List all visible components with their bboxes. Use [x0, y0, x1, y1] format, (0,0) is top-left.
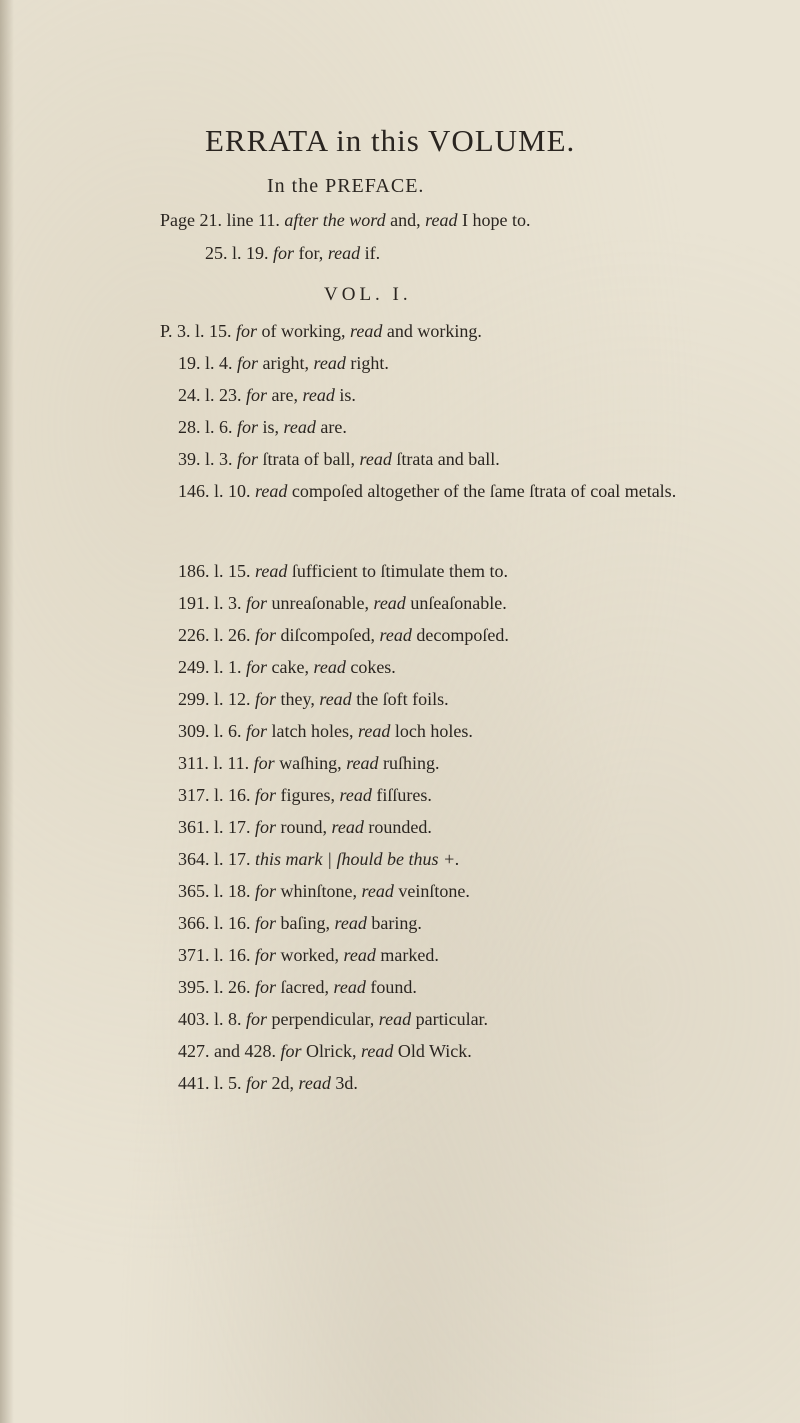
- volume-errata-entry: [178, 718, 473, 744]
- entry-wrong-text: Olrick,: [306, 1041, 361, 1061]
- volume-errata-entry: [160, 318, 482, 344]
- entry-read-word: read: [327, 243, 365, 263]
- entry-reference: 19. l. 4.: [178, 353, 238, 373]
- entry-for-word: for: [255, 913, 281, 933]
- entry-for-word: for: [246, 385, 272, 405]
- entry-read-word: read: [283, 417, 321, 437]
- entry-read-word: read: [298, 1073, 336, 1093]
- entry-for-word: for: [255, 817, 281, 837]
- preface-errata-entry: [160, 207, 530, 233]
- entry-correct-text: right.: [350, 353, 389, 373]
- entry-reference: 28. l. 6.: [178, 417, 238, 437]
- entry-correct-text: marked.: [380, 945, 439, 965]
- entry-reference: 24. l. 23.: [178, 385, 247, 405]
- entry-correct-text: if.: [364, 243, 381, 263]
- entry-correct-text: ſtrata and ball.: [396, 449, 500, 469]
- volume-errata-entry: [178, 814, 432, 840]
- entry-read-word: read: [346, 753, 384, 773]
- entry-wrong-text: figures,: [280, 785, 340, 805]
- entry-correct-text: rounded.: [368, 817, 432, 837]
- entry-read-word: read: [319, 689, 357, 709]
- entry-correct-text: unſeaſonable.: [410, 593, 507, 613]
- entry-for-word: after the word: [284, 210, 391, 230]
- entry-read-word: read: [379, 625, 417, 645]
- entry-for-word: this mark | ſhould be thus +.: [255, 849, 460, 869]
- volume-errata-entry: [178, 478, 800, 504]
- volume-errata-entry: [178, 558, 508, 584]
- entry-correct-text: are.: [320, 417, 347, 437]
- entry-wrong-text: are,: [271, 385, 303, 405]
- entry-reference: 364. l. 17.: [178, 849, 256, 869]
- entry-reference: 317. l. 16.: [178, 785, 256, 805]
- entry-read-word: read: [361, 881, 399, 901]
- entry-for-word: for: [246, 593, 272, 613]
- entry-correct-text: baring.: [371, 913, 422, 933]
- entry-read-word: read: [350, 321, 387, 341]
- entry-correct-text: particular.: [415, 1009, 489, 1029]
- entry-for-word: for: [237, 353, 263, 373]
- entry-correct-text: I hope to.: [461, 210, 531, 230]
- entry-for-word: for: [255, 785, 281, 805]
- entry-reference: 395. l. 26.: [178, 977, 256, 997]
- entry-wrong-text: unreaſonable,: [271, 593, 374, 613]
- entry-read-word: read: [302, 385, 340, 405]
- entry-for-word: for: [255, 945, 281, 965]
- entry-correct-text: cokes.: [350, 657, 396, 677]
- entry-wrong-text: cake,: [271, 657, 314, 677]
- volume-errata-entry: [178, 1038, 472, 1064]
- entry-for-word: for: [255, 881, 281, 901]
- entry-reference: 366. l. 16.: [178, 913, 256, 933]
- entry-correct-text: fiſſures.: [376, 785, 432, 805]
- entry-wrong-text: of working,: [261, 321, 351, 341]
- entry-for-word: for: [237, 417, 263, 437]
- volume-errata-entry: [178, 654, 396, 680]
- entry-reference: P. 3. l. 15.: [160, 321, 237, 341]
- volume-errata-entry: [178, 942, 439, 968]
- entry-for-word: for: [253, 753, 280, 773]
- entry-read-word: read: [313, 353, 351, 373]
- entry-for-word: for: [246, 721, 272, 741]
- entry-read-word: read: [313, 657, 351, 677]
- entry-reference: 361. l. 17.: [178, 817, 256, 837]
- preface-heading: In the PREFACE.: [267, 175, 425, 197]
- entry-wrong-text: ſtrata of ball,: [262, 449, 360, 469]
- volume-errata-entry: [178, 1070, 358, 1096]
- entry-wrong-text: aright,: [262, 353, 314, 373]
- entry-read-word: read: [255, 561, 292, 581]
- entry-for-word: for: [255, 689, 281, 709]
- entry-correct-text: the ſoft foils.: [356, 689, 449, 709]
- entry-wrong-text: for,: [298, 243, 328, 263]
- preface-errata-entry: [205, 240, 380, 266]
- entry-for-word: for: [246, 1009, 272, 1029]
- volume-heading: VOL. I.: [324, 284, 412, 305]
- entry-reference: 39. l. 3.: [178, 449, 238, 469]
- errata-title: ERRATA in this VOLUME.: [205, 123, 576, 158]
- volume-errata-entry: [178, 974, 417, 1000]
- entry-read-word: read: [343, 945, 381, 965]
- entry-correct-text: found.: [370, 977, 417, 997]
- entry-correct-text: veinſtone.: [398, 881, 470, 901]
- entry-correct-text: loch holes.: [394, 721, 473, 741]
- entry-read-word: read: [373, 593, 411, 613]
- entry-correct-text: 3d.: [335, 1073, 358, 1093]
- volume-errata-entry: [178, 414, 347, 440]
- volume-errata-entry: [178, 686, 449, 712]
- entry-reference: 226. l. 26.: [178, 625, 256, 645]
- entry-reference: 299. l. 12.: [178, 689, 256, 709]
- entry-reference: 309. l. 6.: [178, 721, 247, 741]
- entry-read-word: read: [339, 785, 377, 805]
- entry-reference: 365. l. 18.: [178, 881, 256, 901]
- entry-read-word: read: [255, 481, 292, 501]
- entry-wrong-text: and,: [390, 210, 426, 230]
- entry-for-word: for: [280, 1041, 307, 1061]
- entry-reference: 311. l. 11.: [178, 753, 254, 773]
- entry-for-word: for: [273, 243, 299, 263]
- volume-errata-entry: [178, 590, 507, 616]
- entry-wrong-text: is,: [262, 417, 284, 437]
- entry-wrong-text: baſing,: [280, 913, 335, 933]
- volume-errata-entry: [178, 382, 356, 408]
- entry-reference: 25. l. 19.: [205, 243, 274, 263]
- volume-errata-entry: [178, 446, 500, 472]
- entry-read-word: read: [358, 721, 395, 741]
- volume-errata-entry: [178, 782, 432, 808]
- entry-read-word: read: [425, 210, 462, 230]
- entry-for-word: for: [255, 977, 281, 997]
- volume-errata-entry: [178, 350, 389, 376]
- entry-for-word: for: [255, 625, 281, 645]
- entry-wrong-text: ſacred,: [280, 977, 334, 997]
- entry-read-word: read: [378, 1009, 416, 1029]
- entry-correct-text: ſufficient to ſtimulate them to.: [291, 561, 508, 581]
- entry-for-word: for: [236, 321, 262, 341]
- entry-read-word: read: [359, 449, 397, 469]
- entry-correct-text: compoſed altogether of the ſame ſtrata of coal metals.: [291, 481, 677, 501]
- entry-wrong-text: round,: [280, 817, 332, 837]
- volume-errata-entry: [178, 1006, 488, 1032]
- entry-read-word: read: [334, 913, 372, 933]
- entry-wrong-text: diſcompoſed,: [280, 625, 380, 645]
- entry-reference: 371. l. 16.: [178, 945, 256, 965]
- entry-reference: 403. l. 8.: [178, 1009, 247, 1029]
- entry-correct-text: ruſhing.: [383, 753, 440, 773]
- entry-reference: 249. l. 1.: [178, 657, 247, 677]
- entry-wrong-text: whinſtone,: [280, 881, 362, 901]
- entry-correct-text: and working.: [386, 321, 482, 341]
- entry-correct-text: Old Wick.: [397, 1041, 472, 1061]
- entry-wrong-text: worked,: [280, 945, 344, 965]
- entry-reference: 146. l. 10.: [178, 481, 256, 501]
- entry-reference: 186. l. 15.: [178, 561, 256, 581]
- entry-wrong-text: perpendicular,: [271, 1009, 379, 1029]
- entry-reference: 191. l. 3.: [178, 593, 247, 613]
- entry-correct-text: is.: [339, 385, 356, 405]
- entry-read-word: read: [361, 1041, 398, 1061]
- entry-reference: 427. and 428.: [178, 1041, 281, 1061]
- volume-errata-entry: [178, 622, 509, 648]
- entry-for-word: for: [246, 1073, 272, 1093]
- entry-wrong-text: 2d,: [271, 1073, 299, 1093]
- page-binding-shadow: [0, 0, 14, 1423]
- entry-reference: 441. l. 5.: [178, 1073, 247, 1093]
- volume-errata-entry: [178, 750, 440, 776]
- entry-wrong-text: latch holes,: [271, 721, 359, 741]
- entry-for-word: for: [237, 449, 263, 469]
- entry-for-word: for: [246, 657, 272, 677]
- volume-errata-entry: [178, 910, 422, 936]
- entry-wrong-text: waſhing,: [279, 753, 347, 773]
- volume-errata-entry: [178, 846, 460, 872]
- entry-read-word: read: [331, 817, 369, 837]
- entry-read-word: read: [333, 977, 371, 997]
- entry-reference: Page 21. line 11.: [160, 210, 285, 230]
- entry-correct-text: decompoſed.: [416, 625, 509, 645]
- entry-wrong-text: they,: [280, 689, 320, 709]
- volume-errata-entry: [178, 878, 470, 904]
